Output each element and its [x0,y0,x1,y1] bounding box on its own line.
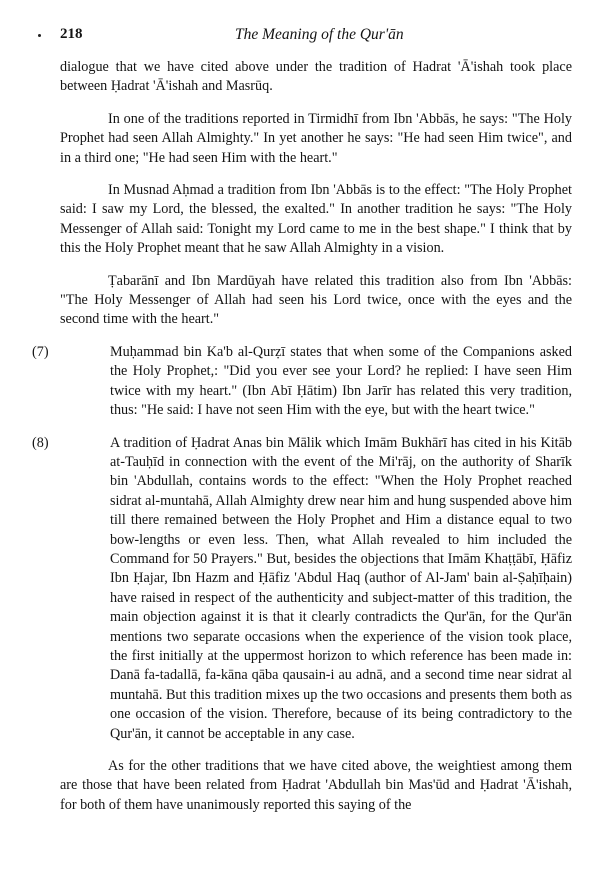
paragraph-tirmidhi: In one of the traditions reported in Tirmidhī from Ibn 'Abbās, he says: "The Holy Prophet had seen Allah Almighty." In yet another he says: "He had seen Him twice", and in a third one; "He had seen Him with the heart." [60,110,572,166]
stray-mark [38,34,41,37]
page-header [30,26,578,48]
page-number: 218 [60,26,83,42]
paragraph-musnad-ahmad: In Musnad Aḥmad a tradition from Ibn 'Abbās is to the effect: "The Holy Prophet said: I saw my Lord, the blessed, the exalted." In another tradition he says: "The Holy Messenger of Allah said: Tonight my Lord came to me in the best shape." I think that by this the Holy Prophet meant that he saw Allah Almighty in a vision. [60,182,572,257]
numbered-item-7 [32,343,572,421]
paragraph-continuation: dialogue that we have cited above under the tradition of Hadrat 'Ā'ishah took place between Ḥadrat 'Ā'ishah and Masrūq. [60,59,572,95]
running-title: The Meaning of the Qur'ān [235,26,404,43]
numbered-item-8 [32,434,572,745]
item-text: A tradition of Ḥadrat Anas bin Mālik which Imām Bukhārī has cited in his Kitāb at-Tauḥīd in connection with the event of the Mi'rāj, on the authority of Sharīk bin 'Abdullah, contains words to the effect: "When the Holy Prophet reached sidrat al-muntahā, Allah Almighty drew near him and hung suspended above him till there remained between the Holy Prophet and Him a distance equal to two bow-lengths or even less. Then, what Allah revealed to him included the Command for 50 Prayers." But, besides the objections that Imām Khaṭṭābī, Ḥāfiz Ibn Ḥajar, Ibn Hazm and Ḥāfiz 'Abdul Haq (author of Al-Jam' bain al-Ṣaḥīḥain) have raised in respect of the authenticity and subject-matter of this tradition, the main objection against it is that it clearly contradicts the Qur'ān, for the Qur'ān mentions two separate occasions when the experience of the vision took place, the first initially at the uppermost horizon to which reference has been made in: Danā fa-tadallā, fa-kāna qāba qausain-i au adnā, and a second time near sidrat al muntahā. But this tradition mixes up the two occasions and presents them both as one occasion of the vision. Therefore, because of its being contradictory to the Qur'ān, it cannot be acceptable in any case. [110,434,572,742]
item-text: Muḥammad bin Ka'b al-Qurẓī states that when some of the Companions asked the Holy Prophet,: "Did you ever see your Lord? he replied: I have seen Him twice with my heart." (Ibn Abī Ḥātim) Ibn Jarīr has related this very tradition, thus: "He said: I have not seen Him with the eye, but with the heart twice." [110,343,572,419]
body-text [32,58,572,815]
item-number: (8) [32,434,49,451]
paragraph-closing: As for the other traditions that we have cited above, the weightiest among them are those that have been related from Ḥadrat 'Abdullah bin Mas'ūd and Ḥadrat 'Ā'ishah, for both of them have unanimously reported this saying of the [60,758,572,813]
item-number: (7) [32,343,49,360]
paragraph-tabarani: Ṭabarānī and Ibn Mardūyah have related this tradition also from Ibn 'Abbās: "The Holy Messenger of Allah had seen his Lord twice, once with the eyes and the second time with the heart." [60,272,572,328]
